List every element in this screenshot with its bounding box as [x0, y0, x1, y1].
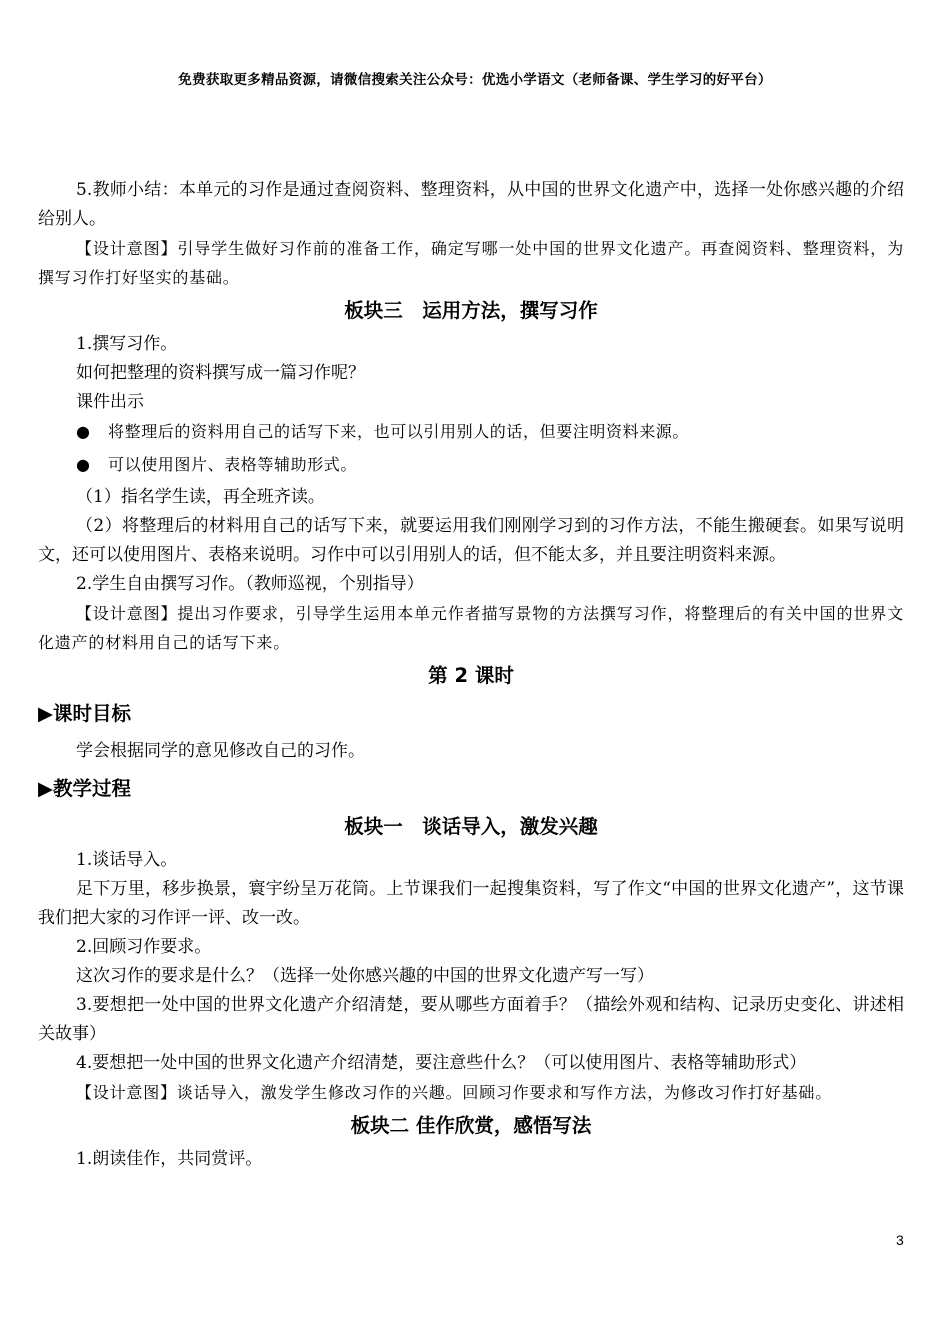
bullet-text: 将整理后的资料用自己的话写下来，也可以引用别人的话，但要注明资料来源。: [108, 422, 690, 441]
paragraph: 2.回顾习作要求。: [76, 937, 212, 957]
goal-heading: ▶课时目标: [38, 702, 131, 725]
block2-title: 板块二 佳作欣赏，感悟写法: [350, 1114, 592, 1137]
paragraph: （2）将整理后的材料用自己的话写下来，就要运用我们刚刚学习到的习作方法，不能生搬硬套。如果写说明文，还可以使用图片、表格来说明。习作中可以引用别人的话，但不能太多，并且要注明资料来源。: [38, 516, 904, 565]
bullet-item: [76, 450, 904, 479]
paragraph: 4.要想把一处中国的世界文化遗产介绍清楚，要注意些什么？（可以使用图片、表格等辅助形式）: [76, 1053, 807, 1073]
paragraph: 1.朗读佳作，共同赏评。: [76, 1149, 263, 1169]
bullet-text: 可以使用图片、表格等辅助形式。: [108, 455, 358, 474]
paragraph: （1）指名学生读，再全班齐读。: [76, 487, 325, 507]
paragraph: 2.学生自由撰写习作。（教师巡视，个别指导）: [76, 574, 424, 594]
page-number: 3: [896, 1232, 904, 1248]
teacher-summary: 5.教师小结：本单元的习作是通过查阅资料、整理资料，从中国的世界文化遗产中，选择一处你感兴趣的介绍给别人。: [38, 180, 904, 229]
paragraph: 足下万里，移步换景，寰宇纷呈万花筒。上节课我们一起搜集资料，写了作文“中国的世界文化遗产”，这节课我们把大家的习作评一评、改一改。: [38, 879, 904, 928]
paragraph: 如何把整理的资料撰写成一篇习作呢？: [76, 363, 365, 383]
paragraph: 这次习作的要求是什么？（选择一处你感兴趣的中国的世界文化遗产写一写）: [76, 966, 654, 986]
block1-title: 板块一 谈话导入，激发兴趣: [344, 815, 598, 838]
paragraph: 3.要想把一处中国的世界文化遗产介绍清楚，要从哪些方面着手？（描绘外观和结构、记录历史变化、讲述相关故事）: [38, 995, 904, 1044]
goal-text: 学会根据同学的意见修改自己的习作。: [76, 741, 365, 761]
bullet-dot-icon: ●: [76, 455, 91, 474]
paragraph: 1.撰写习作。: [76, 334, 178, 354]
bullet-dot-icon: ●: [76, 422, 91, 441]
block3-title: 板块三 运用方法，撰写习作: [344, 299, 598, 322]
document-body: [38, 176, 904, 1174]
design-intent: 【设计意图】谈话导入，激发学生修改习作的兴趣。回顾习作要求和写作方法，为修改习作打好基础。: [76, 1083, 833, 1102]
paragraph: 1.谈话导入。: [76, 850, 178, 870]
paragraph: 课件出示: [76, 392, 144, 412]
design-intent: 【设计意图】提出习作要求，引导学生运用本单元作者描写景物的方法撰写习作，将整理后的有关中国的世界文化遗产的材料用自己的话写下来。: [38, 604, 904, 652]
bullet-item: [76, 417, 904, 446]
page-header: 免费获取更多精品资源，请微信搜索关注公众号：优选小学语文（老师备课、学生学习的好平台）: [178, 72, 772, 88]
process-heading: ▶教学过程: [38, 777, 131, 800]
lesson2-title: 第 2 课时: [428, 664, 514, 687]
design-intent: 【设计意图】引导学生做好习作前的准备工作，确定写哪一处中国的世界文化遗产。再查阅资料、整理资料，为撰写习作打好坚实的基础。: [38, 239, 904, 287]
